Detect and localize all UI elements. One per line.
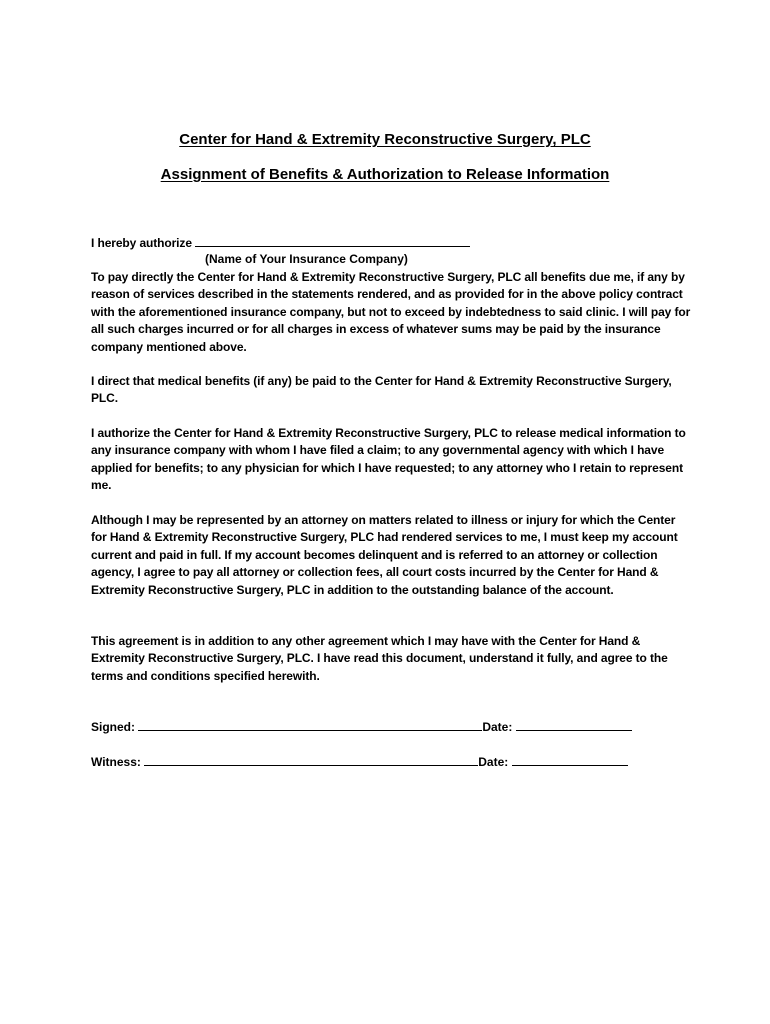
insurance-company-sublabel: (Name of Your Insurance Company) — [205, 252, 408, 266]
signature-field[interactable] — [138, 720, 482, 731]
witness-date-field[interactable] — [512, 755, 628, 766]
signed-date-field[interactable] — [516, 720, 632, 731]
paragraph-agreement: This agreement is in addition to any other agreement which I may have with the Center for Hand & Extremity Reconstructive Surgery, PLC. I have read this document, understand it fully, and agree to the terms and conditions specified herewith. — [91, 634, 668, 683]
witness-signature-field[interactable] — [144, 755, 478, 766]
witness-label: Witness: — [91, 755, 141, 769]
authorize-line — [91, 235, 691, 252]
insurance-company-field[interactable] — [195, 236, 470, 247]
document-subtitle: Assignment of Benefits & Authorization to Release Information — [160, 166, 610, 183]
document-title: Center for Hand & Extremity Reconstructive Surgery, PLC — [179, 131, 591, 148]
signed-row — [91, 720, 632, 734]
signed-label: Signed: — [91, 720, 135, 734]
paragraph-direct-benefits: I direct that medical benefits (if any) be paid to the Center for Hand & Extremity Reconstructive Surgery, PLC. — [91, 374, 672, 406]
paragraph-payment: To pay directly the Center for Hand & Extremity Reconstructive Surgery, PLC all benefits due me, if any by reason of services described in the statements rendered, and as provided for in the above policy contract with the aforementioned insurance company, but not to exceed by indebtedness to said clinic. I will pay for all such charges incurred or for all charges in excess of whatever sums may be paid by the insurance company mentioned above. — [91, 270, 691, 354]
witness-date-label: Date: — [478, 755, 509, 769]
signed-date-label: Date: — [482, 720, 513, 734]
paragraph-attorney-fees: Although I may be represented by an attorney on matters related to illness or injury for which the Center for Hand & Extremity Reconstructive Surgery, PLC had rendered services to me, I must keep my account current and paid in full. If my account becomes delinquent and is referred to an attorney or collection agency, I agree to pay all attorney or collection fees, all court costs incurred by the Center for Hand & Extremity Reconstructive Surgery, PLC in addition to the outstanding balance of the account. — [91, 513, 678, 597]
authorize-label: I hereby authorize — [91, 236, 192, 250]
witness-row — [91, 755, 628, 769]
paragraph-release-information: I authorize the Center for Hand & Extremity Reconstructive Surgery, PLC to release medical information to any insurance company with whom I have filed a claim; to any governmental agency with which I have applied for benefits; to any physician for which I have requested; to any attorney who I retain to represent me. — [91, 426, 686, 493]
